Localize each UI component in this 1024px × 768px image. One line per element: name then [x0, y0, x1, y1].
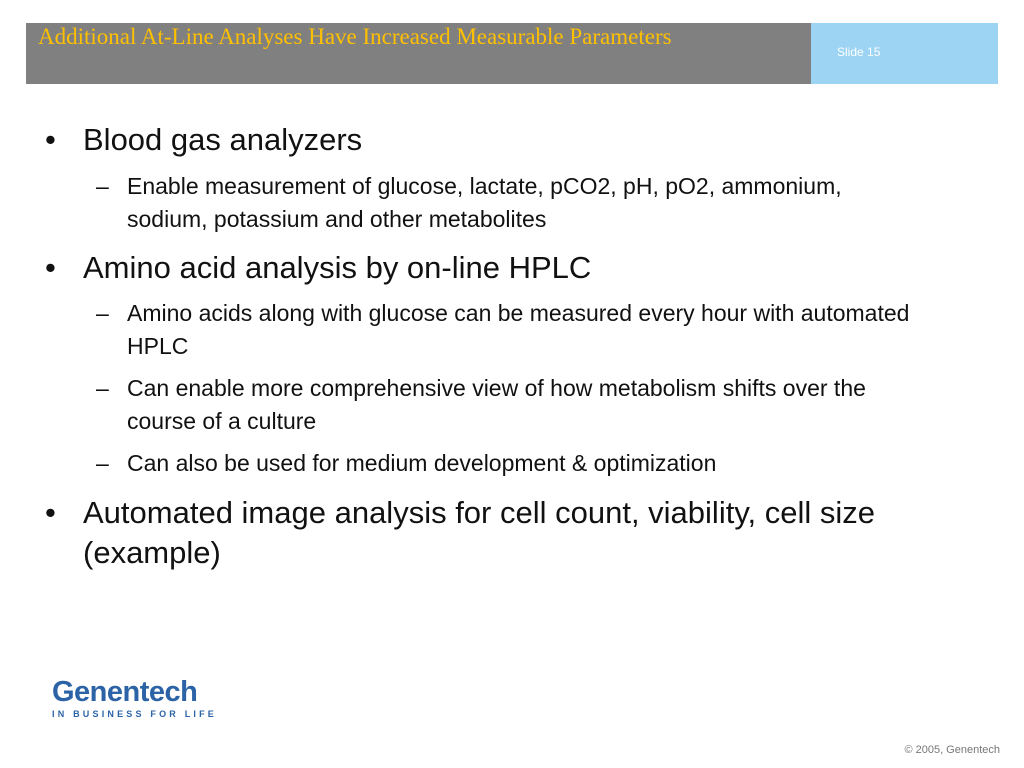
logo-wordmark: Genentech: [52, 676, 198, 708]
bullet-item: [45, 493, 915, 573]
sub-bullet-marker: –: [96, 375, 109, 401]
sub-bullet-item: [96, 372, 916, 438]
logo-tagline: IN BUSINESS FOR LIFE: [52, 709, 218, 719]
sub-bullet-text: Amino acids along with glucose can be measured every hour with automated HPLC: [127, 300, 910, 359]
bullet-text: Blood gas analyzers: [83, 122, 363, 157]
sub-bullet-item: [96, 170, 916, 236]
bullet-item: [45, 120, 915, 160]
sub-bullet-text: Enable measurement of glucose, lactate, pCO2, pH, pO2, ammonium, sodium, potassium and other metabolites: [127, 173, 842, 232]
bullet-text: Automated image analysis for cell count, viability, cell size (example): [83, 495, 875, 570]
bullet-marker: •: [45, 495, 56, 530]
copyright-notice: © 2005, Genentech: [904, 744, 1000, 756]
sub-bullet-item: [96, 297, 916, 363]
sub-bullet-item: [96, 447, 916, 480]
genentech-logo: [52, 676, 232, 719]
sub-bullet-marker: –: [96, 300, 109, 326]
sub-bullet-text: Can enable more comprehensive view of how metabolism shifts over the course of a culture: [127, 375, 866, 434]
sub-bullet-marker: –: [96, 450, 109, 476]
sub-bullet-text: Can also be used for medium development & optimization: [127, 450, 717, 476]
slide-title: Additional At-Line Analyses Have Increased Measurable Parameters: [38, 24, 672, 49]
bullet-item: [45, 248, 915, 288]
sub-bullet-marker: –: [96, 173, 109, 199]
bullet-marker: •: [45, 250, 56, 285]
bullet-text: Amino acid analysis by on-line HPLC: [83, 250, 592, 285]
slide-number: Slide 15: [837, 45, 881, 59]
bullet-marker: •: [45, 122, 56, 157]
